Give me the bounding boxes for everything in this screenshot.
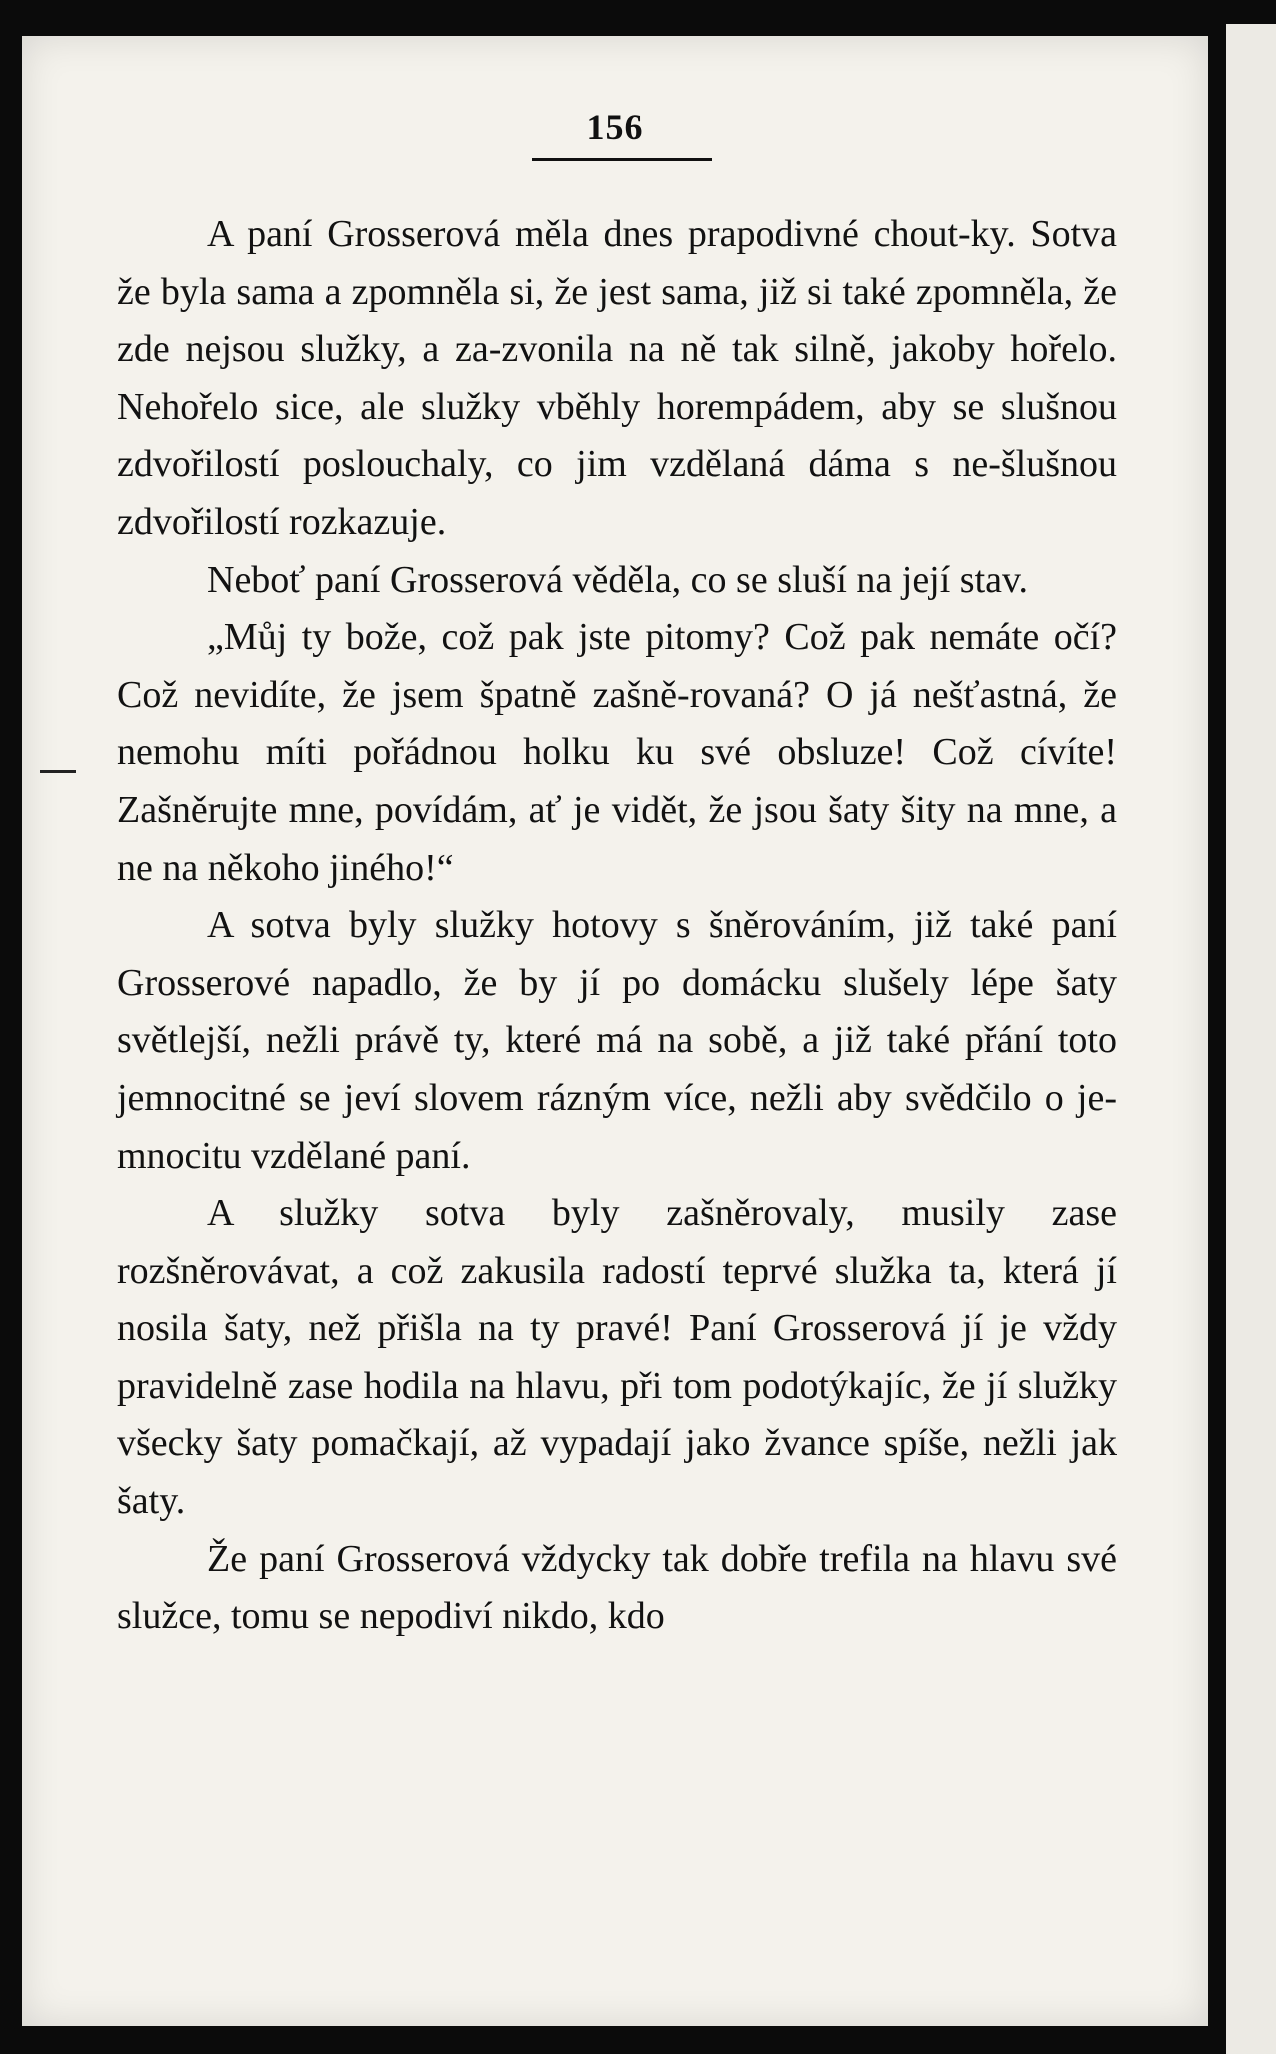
paragraph: „Můj ty bože, což pak jste pitomy? Což pak nemáte očí? Což nevidíte, že jsem špatně zašně-rovaná? O já nešťastná, že nemohu míti pořádnou holku ku své obsluze! Což cívíte! Zašněrujte mne, povídám, ať je vidět, že jsou šaty šity na mne, a ne na někoho jiného!“ xyxy=(117,616,1117,889)
page-number: 156 xyxy=(586,107,644,147)
paragraph: Neboť paní Grosserová věděla, co se sluší na její stav. xyxy=(207,558,1029,601)
binding-gap xyxy=(1208,0,1226,2054)
adjacent-page-edge xyxy=(1226,24,1276,2054)
header-rule xyxy=(532,158,712,161)
paragraph: A paní Grosserová měla dnes prapodivné chout-ky. Sotva že byla sama a zpomněla si, že jest sama, již si také zpomněla, že zde nejsou služky, a za-zvonila na ně tak silně, jakoby hořelo. Nehořelo sice, ale služky vběhly horempádem, aby se slušnou zdvořilostí poslouchaly, co jim vzdělaná dáma s ne-šlušnou zdvořilostí rozkazuje. xyxy=(117,213,1117,543)
paragraph: A služky sotva byly zašněrovaly, musily zase rozšněrovávat, a což zakusila radostí teprvé služka ta, která jí nosila šaty, než přišla na ty pravé! Paní Grosserová jí je vždy pravidelně zase hodila na hlavu, při tom podotýkajíc, že jí služky všecky šaty pomačkají, až vypadají jako žvance spíše, nežli jak šaty. xyxy=(117,1192,1117,1523)
margin-mark xyxy=(40,770,76,773)
body-text xyxy=(117,206,1117,1646)
paragraph: A sotva byly služky hotovy s šněrováním, již také paní Grosserové napadlo, že by jí po domácku slušely lépe šaty světlejší, nežli právě ty, které má na sobě, a již také přání toto jemnocitné se jeví slovem rázným více, nežli aby svědčilo o je-mnocitu vzdělané paní. xyxy=(117,904,1117,1177)
book-page xyxy=(22,36,1208,2026)
paragraph: Že paní Grosserová vždycky tak dobře trefila na hlavu své služce, tomu se nepodiví nikdo, kdo xyxy=(117,1537,1117,1638)
